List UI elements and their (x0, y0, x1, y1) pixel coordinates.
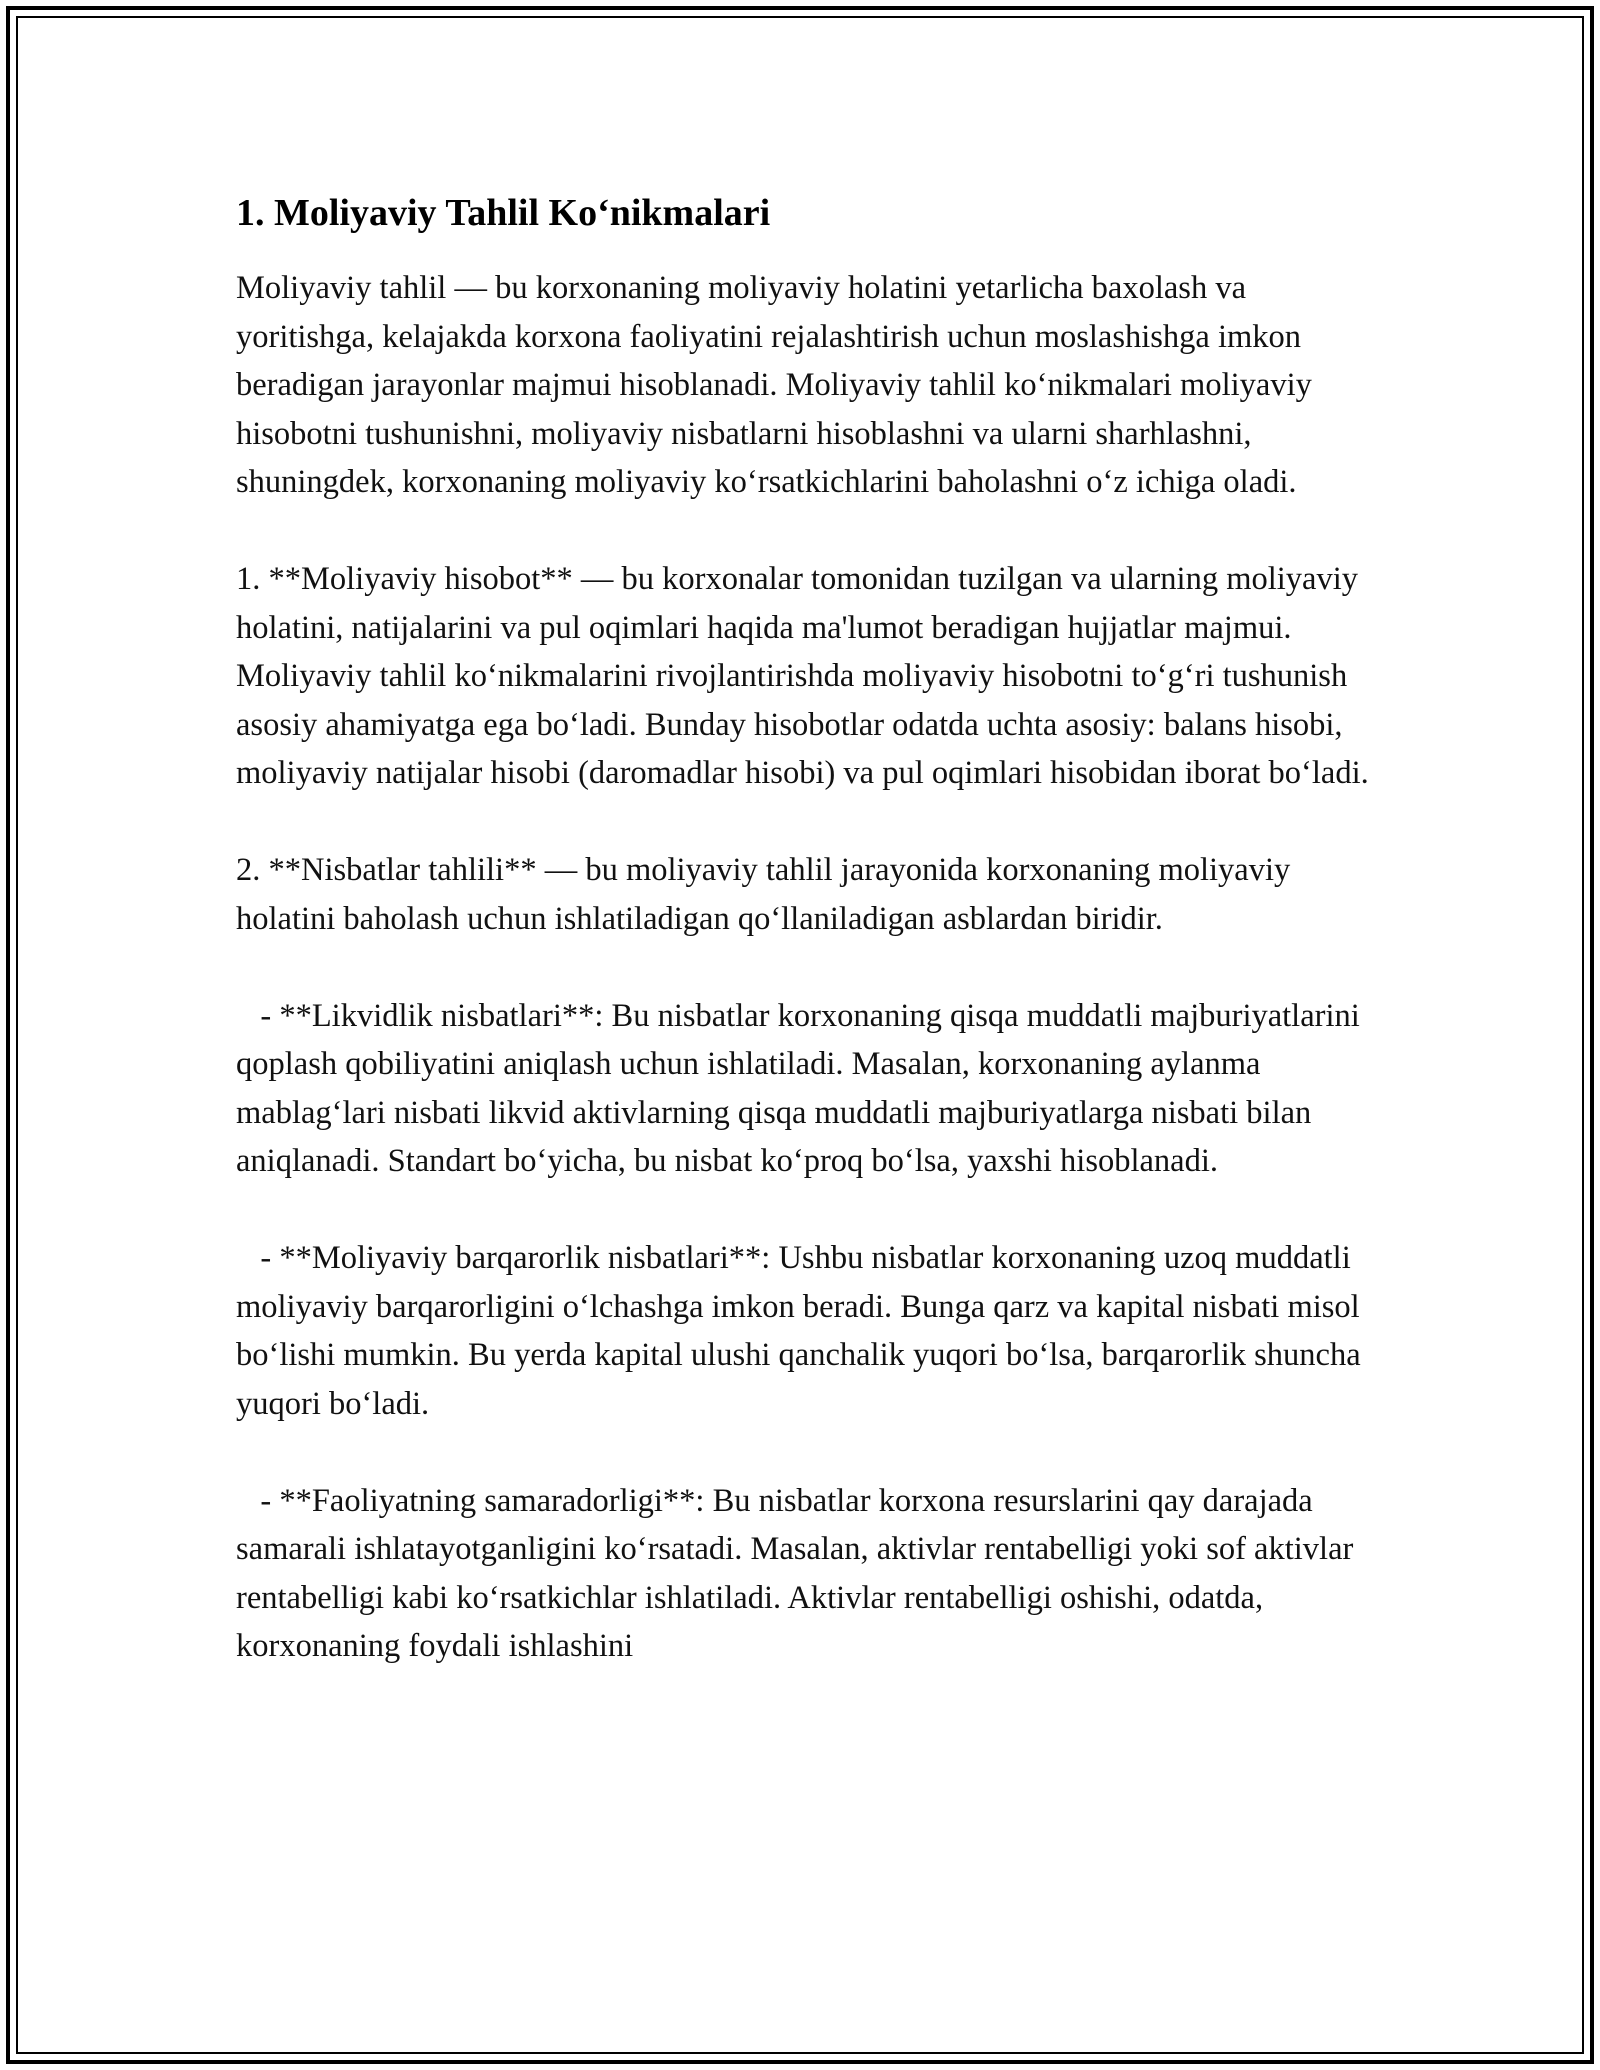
stability-ratios-paragraph: - **Moliyaviy barqarorlik nisbatlari**: Ushbu nisbatlar korxonaning uzoq muddatli moliyaviy barqarorligini o‘lchashga imkon beradi. Bunga qarz va kapital nisbati misol bo‘lishi mumkin. Bu yerda kapital ulushi qanchalik yuqori bo‘lsa, barqarorlik shuncha yuqori bo‘ladi. (236, 1240, 1369, 1422)
document-title: 1. Moliyaviy Tahlil Ko‘nikmalari (236, 192, 771, 234)
intro-paragraph: Moliyaviy tahlil — bu korxonaning moliyaviy holatini yetarlicha baxolash va yoritishga, kelajakda korxona faoliyatini rejalashtirish uchun moslashishga imkon beradigan jarayonlar majmui hisoblanadi. Moliyaviy tahlil ko‘nikmalari moliyaviy hisobotni tushunishni, moliyaviy nisbatlarni hisoblashni va ularni sharhlashni, shuningdek, korxonaning moliyaviy ko‘rsatkichlarini baholashni o‘z ichiga oladi. (236, 270, 1312, 500)
document-body (236, 188, 1376, 1671)
financial-report-paragraph: 1. **Moliyaviy hisobot** — bu korxonalar tomonidan tuzilgan va ularning moliyaviy holatini, natijalarini va pul oqimlari haqida ma'lumot beradigan hujjatlar majmui. Moliyaviy tahlil ko‘nikmalarini rivojlantirishda moliyaviy hisobotni to‘g‘ri tushunish asosiy ahamiyatga ega bo‘ladi. Bunday hisobotlar odatda uchta asosiy: balans hisobi, moliyaviy natijalar hisobi (daromadlar hisobi) va pul oqimlari hisobidan iborat bo‘ladi. (236, 561, 1369, 791)
efficiency-paragraph: - **Faoliyatning samaradorligi**: Bu nisbatlar korxona resurslarini qay darajada samarali ishlatayotganligini ko‘rsatadi. Masalan, aktivlar rentabelligi yoki sof aktivlar rentabelligi kabi ko‘rsatkichlar ishlatiladi. Aktivlar rentabelligi oshishi, odatda, korxonaning foydali ishlashini (236, 1482, 1362, 1664)
ratio-analysis-paragraph: 2. **Nisbatlar tahlili** — bu moliyaviy tahlil jarayonida korxonaning moliyaviy holatini baholash uchun ishlatiladigan qo‘llaniladigan asblardan biridir. (236, 852, 1291, 937)
liquidity-ratios-paragraph: - **Likvidlik nisbatlari**: Bu nisbatlar korxonaning qisqa muddatli majburiyatlarini qoplash qobiliyatini aniqlash uchun ishlatiladi. Masalan, korxonaning aylanma mablag‘lari nisbati likvid aktivlarning qisqa muddatli majburiyatlarga nisbati bilan aniqlanadi. Standart bo‘yicha, bu nisbat ko‘proq bo‘lsa, yaxshi hisoblanadi. (236, 997, 1368, 1179)
